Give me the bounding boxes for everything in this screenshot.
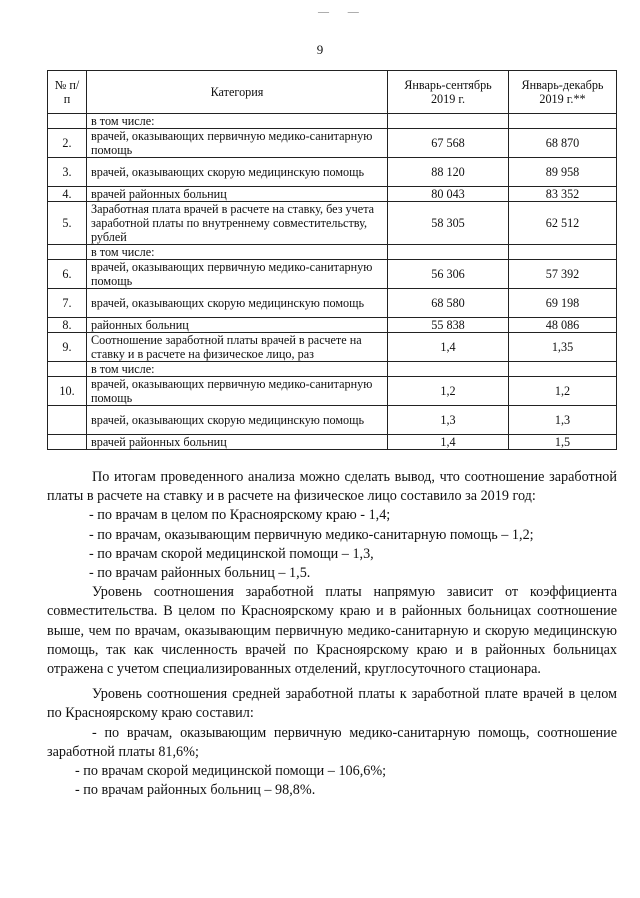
header-jan-sep: Январь-сентябрь 2019 г. [388, 71, 509, 114]
row-category: врачей, оказывающих первичную медико-санитарную помощь [87, 377, 388, 406]
row-jan-dec: 68 870 [509, 129, 617, 158]
header-category: Категория [87, 71, 388, 114]
list-item: - по врачам районных больниц – 98,8%. [75, 782, 316, 799]
row-category: врачей, оказывающих скорую медицинскую помощь [87, 158, 388, 187]
paragraph-average-ratio: Уровень соотношения средней заработной платы к заработной плате врачей в целом по Красноярскому краю составил: [47, 686, 617, 722]
row-category: в том числе: [87, 245, 388, 260]
row-jan-dec: 1,2 [509, 377, 617, 406]
row-jan-dec: 1,3 [509, 406, 617, 435]
row-jan-dec: 48 086 [509, 318, 617, 333]
row-jan-sep: 1,4 [388, 333, 509, 362]
table-row [48, 377, 617, 406]
row-no [48, 362, 87, 377]
row-jan-dec [509, 362, 617, 377]
table-row [48, 289, 617, 318]
row-jan-sep: 67 568 [388, 129, 509, 158]
table-row [48, 406, 617, 435]
top-marks: — — [318, 6, 367, 18]
row-jan-dec: 89 958 [509, 158, 617, 187]
row-jan-dec [509, 114, 617, 129]
row-jan-sep [388, 114, 509, 129]
row-no [48, 114, 87, 129]
row-jan-sep: 68 580 [388, 289, 509, 318]
table-row [48, 245, 617, 260]
table-row [48, 435, 617, 450]
table-header-row [48, 71, 617, 114]
row-category: врачей районных больниц [87, 187, 388, 202]
table-row [48, 318, 617, 333]
row-category: районных больниц [87, 318, 388, 333]
list-item: - по врачам скорой медицинской помощи – 1,3, [89, 545, 374, 562]
row-no: 6. [48, 260, 87, 289]
row-category: Заработная плата врачей в расчете на ставку, без учета заработной платы по внутреннему совместительству, рублей [87, 202, 388, 245]
row-jan-dec: 62 512 [509, 202, 617, 245]
header-jan-dec: Январь-декабрь 2019 г.** [509, 71, 617, 114]
row-no [48, 435, 87, 450]
row-no: 7. [48, 289, 87, 318]
row-jan-dec: 69 198 [509, 289, 617, 318]
table-row [48, 114, 617, 129]
row-jan-dec [509, 245, 617, 260]
row-category: врачей, оказывающих первичную медико-санитарную помощь [87, 260, 388, 289]
header-no: № п/п [48, 71, 87, 114]
row-no: 2. [48, 129, 87, 158]
row-jan-sep [388, 245, 509, 260]
list-item: - по врачам скорой медицинской помощи – 106,6%; [75, 763, 387, 780]
row-no: 3. [48, 158, 87, 187]
row-category: врачей районных больниц [87, 435, 388, 450]
table-row [48, 158, 617, 187]
row-no: 5. [48, 202, 87, 245]
table-row [48, 333, 617, 362]
row-jan-sep: 80 043 [388, 187, 509, 202]
row-category: Соотношение заработной платы врачей в расчете на ставку и в расчете на физическое лицо, раз [87, 333, 388, 362]
body-text [47, 468, 617, 800]
table-row [48, 129, 617, 158]
row-no: 8. [48, 318, 87, 333]
list-item: - по врачам районных больниц – 1,5. [89, 565, 311, 582]
row-jan-sep: 56 306 [388, 260, 509, 289]
row-category: врачей, оказывающих первичную медико-санитарную помощь [87, 129, 388, 158]
row-jan-sep: 1,3 [388, 406, 509, 435]
table-row [48, 362, 617, 377]
paragraph-conclusion: По итогам проведенного анализа можно сделать вывод, что соотношение заработной платы в расчете на ставку и в расчете на физическое лицо составило за 2019 год: [47, 469, 617, 505]
row-no: 10. [48, 377, 87, 406]
row-jan-dec: 57 392 [509, 260, 617, 289]
salary-table [47, 70, 617, 450]
page-number: 9 [316, 42, 324, 57]
list-item: - по врачам, оказывающим первичную медико-санитарную помощь, соотношение заработной платы 81,6%; [47, 724, 617, 760]
row-category: врачей, оказывающих скорую медицинскую помощь [87, 289, 388, 318]
row-no [48, 406, 87, 435]
row-jan-dec: 83 352 [509, 187, 617, 202]
row-no: 4. [48, 187, 87, 202]
table-row [48, 202, 617, 245]
row-jan-dec: 1,5 [509, 435, 617, 450]
row-jan-sep: 88 120 [388, 158, 509, 187]
table-row [48, 260, 617, 289]
row-no: 9. [48, 333, 87, 362]
list-item: - по врачам в целом по Красноярскому краю - 1,4; [89, 507, 391, 524]
row-category: в том числе: [87, 362, 388, 377]
table-row [48, 187, 617, 202]
row-jan-dec: 1,35 [509, 333, 617, 362]
row-jan-sep: 55 838 [388, 318, 509, 333]
list-item: - по врачам, оказывающим первичную медико-санитарную помощь – 1,2; [89, 526, 534, 543]
paragraph-dependency: Уровень соотношения заработной платы напрямую зависит от коэффициента совместительства. В целом по Красноярскому краю и в районных больницах соотношение выше, чем по врачам, оказывающим первичную медико-санитарную и скорую медицинскую помощь, так как численность врачей по Красноярскому краю и в районных больницах отражена с учетом специализированных отделений, круглосуточного стационара. [47, 584, 617, 678]
row-jan-sep: 1,4 [388, 435, 509, 450]
row-jan-sep: 58 305 [388, 202, 509, 245]
row-category: в том числе: [87, 114, 388, 129]
row-jan-sep: 1,2 [388, 377, 509, 406]
row-category: врачей, оказывающих скорую медицинскую помощь [87, 406, 388, 435]
row-no [48, 245, 87, 260]
row-jan-sep [388, 362, 509, 377]
